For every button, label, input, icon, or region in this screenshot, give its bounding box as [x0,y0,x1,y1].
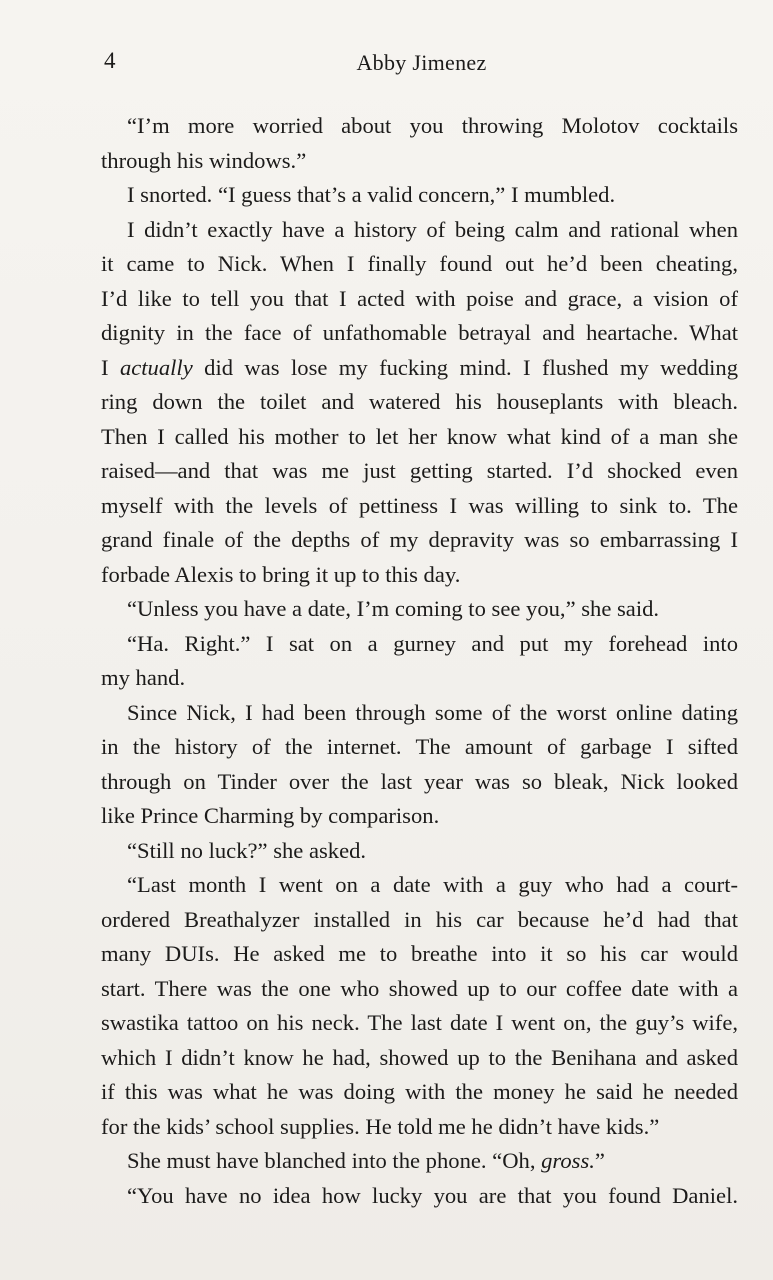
text-line: ring down the toilet and watered his houseplants with bleach. [101,389,738,414]
text-run: She must have blanched into the phone. “Oh, [127,1148,542,1173]
text-line: many DUIs. He asked me to breathe into it so his car would [101,941,738,966]
text-line: for the kids’ school supplies. He told me he didn’t have kids.” [101,1113,660,1139]
text-line [101,351,738,386]
text-line: forbade Alexis to bring it up to this day. [101,561,461,587]
emphasis-gross: gross. [541,1148,595,1173]
text-line: through his windows.” [101,147,307,173]
text-line: swastika tattoo on his neck. The last date I went on, the guy’s wife, [101,1010,738,1035]
text-line: grand finale of the depths of my depravity was so embarrassing I [101,527,738,552]
text-line: I snorted. “I guess that’s a valid concern,” I mumbled. [127,182,616,207]
text-line: it came to Nick. When I finally found out he’d been cheating, [101,251,738,276]
text-line: like Prince Charming by comparison. [101,803,440,828]
body-text [101,109,738,1213]
text-line: “Still no luck?” she asked. [127,837,367,863]
text-line: Then I called his mother to let her know what kind of a man she [101,423,738,449]
text-line: I’d like to tell you that I acted with poise and grace, a vision of [101,285,738,311]
text-line: through on Tinder over the last year was so bleak, Nick looked [101,768,738,794]
text-line: start. There was the one who showed up to our coffee date with a [101,975,738,1001]
text-line: “I’m more worried about you throwing Molotov cocktails [127,113,738,138]
emphasis-actually: actually [119,354,193,380]
text-line: myself with the levels of pettiness I was willing to sink to. The [101,492,738,518]
text-line [101,1144,738,1179]
text-line: my hand. [101,665,186,690]
text-line: “You have no idea how lucky you are that you found Daniel. [127,1182,738,1208]
text-line: if this was what he was doing with the money he said he needed [101,1079,738,1104]
text-line: which I didn’t know he had, showed up to the Benihana and asked [101,1044,738,1070]
text-run: did was lose my fucking mind. I flushed my wedding [192,354,738,380]
text-line: “Unless you have a date, I’m coming to see you,” she said. [127,596,660,621]
text-line: in the history of the internet. The amount of garbage I sifted [101,734,738,759]
text-run: ” [594,1148,605,1173]
page-number: 4 [104,48,116,73]
text-line: “Last month I went on a date with a guy who had a court- [127,872,738,897]
text-line: Since Nick, I had been through some of the worst online dating [127,699,738,725]
text-run: I [101,354,120,380]
running-head-author: Abby Jimenez [356,50,487,75]
text-line: ordered Breathalyzer installed in his car because he’d had that [101,906,738,932]
text-line: I didn’t exactly have a history of being calm and rational when [127,216,738,242]
text-line: dignity in the face of unfathomable betrayal and heartache. What [101,320,738,345]
text-line: raised—and that was me just getting started. I’d shocked even [101,458,738,483]
text-line: “Ha. Right.” I sat on a gurney and put my forehead into [127,630,738,656]
